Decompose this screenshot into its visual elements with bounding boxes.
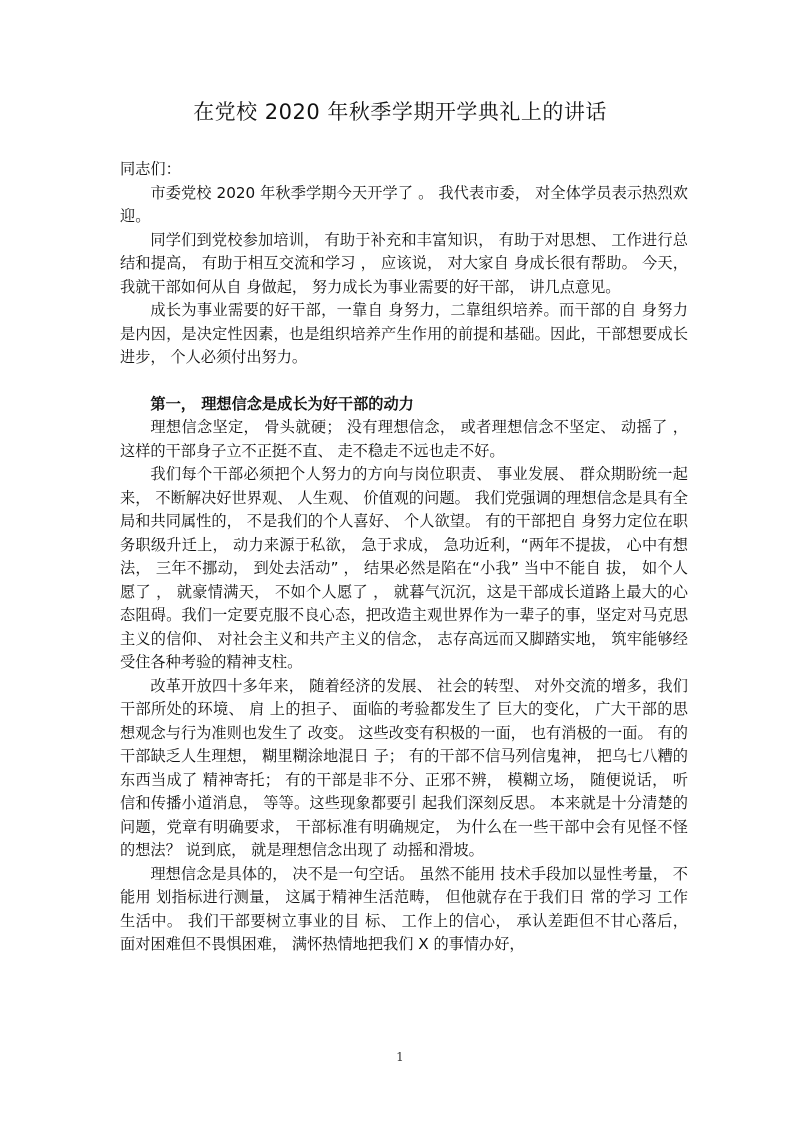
paragraph: 理想信念是具体的， 决不是一句空话。 虽然不能用 技术手段加以显性考量， 不能用 划指标进行测量， 这属于精神生活范畴， 但他就存在于我们日 常的学习 工作生活中。 我们干部要树立事业的目 标、 工作上的信心， 承认差距但不甘心落后， 面对困难但不畏惧困难， 满怀热情地把我们 X 的事情办好，: [120, 864, 688, 953]
paragraph: 改革开放四十多年来， 随着经济的发展、 社会的转型、 对外交流的增多，我们干部所处的环境、 肩 上的担子、 面临的考验都发生了 巨大的变化， 广大干部的思想观念与行为准则也发生了 改变。 这些改变有积极的一面， 也有消极的一面。 有的干部缺乏人生理想， 糊里糊涂地混日 子； 有的干部不信马列信鬼神， 把乌七八糟的东西当成了 精神寄托； 有的干部是非不分、正邪不辨， 模糊立场， 随便说话， 听信和传播小道消息， 等等。这些现象都要引 起我们深刻反思。 本来就是十分清楚的问题，党章有明确要求， 干部标准有明确规定， 为什么在一些干部中会有见怪不怪的想法？ 说到底， 就是理想信念出现了 动摇和滑坡。: [120, 676, 688, 859]
section-heading: 第一， 理想信念是成长为好干部的动力: [150, 394, 414, 413]
document-body: [120, 158, 688, 957]
paragraph: 理想信念坚定， 骨头就硬； 没有理想信念， 或者理想信念不坚定、 动摇了 ， 这样的干部身子立不正挺不直、 走不稳走不远也走不好。: [120, 418, 688, 460]
document-title: 在党校 2020 年秋季学期开学典礼上的讲话: [193, 100, 607, 124]
page-number: 1: [396, 1050, 404, 1064]
paragraph: 成长为事业需要的好干部，一靠自 身努力，二靠组织培养。而干部的自 身努力是内因，是决定性因素，也是组织培养产生作用的前提和基础。因此，干部想要成长进步， 个人必须付出努力。: [120, 301, 688, 366]
paragraph: 市委党校 2020 年秋季学期今天开学了 。 我代表市委， 对全体学员表示热烈欢迎。: [120, 183, 688, 225]
paragraph: 我们每个干部必须把个人努力的方向与岗位职责、 事业发展、 群众期盼统一起来， 不断解决好世界观、 人生观、 价值观的问题。 我们党强调的理想信念是具有全局和共同属性的， 不是我们的个人喜好、 个人欲望。 有的干部把自 身努力定位在职务职级升迁上， 动力来源于私欲， 急于求成， 急功近利，“两年不提拔， 心中有想法， 三年不挪动， 到处去活动” ， 结果必然是陷在“小我” 当中不能自 拔， 如个人愿了 ， 就豪情满天， 不如个人愿了 ， 就暮气沉沉，这是干部成长道路上最大的心态阻碍。我们一定要克服不良心态，把改造主观世界作为一辈子的事，坚定对马克思主义的信仰、 对社会主义和共产主义的信念， 志存高远而又脚踏实地， 筑牢能够经受住各种考验的精神支柱。: [120, 465, 688, 671]
paragraph: 同学们到党校参加培训， 有助于补充和丰富知识， 有助于对思想、 工作进行总结和提高， 有助于相互交流和学习 ， 应该说， 对大家自 身成长很有帮助。 今天， 我就干部如何从自 身做起， 努力成长为事业需要的好干部， 讲几点意见。: [120, 230, 688, 296]
salutation: 同志们：: [120, 160, 181, 178]
